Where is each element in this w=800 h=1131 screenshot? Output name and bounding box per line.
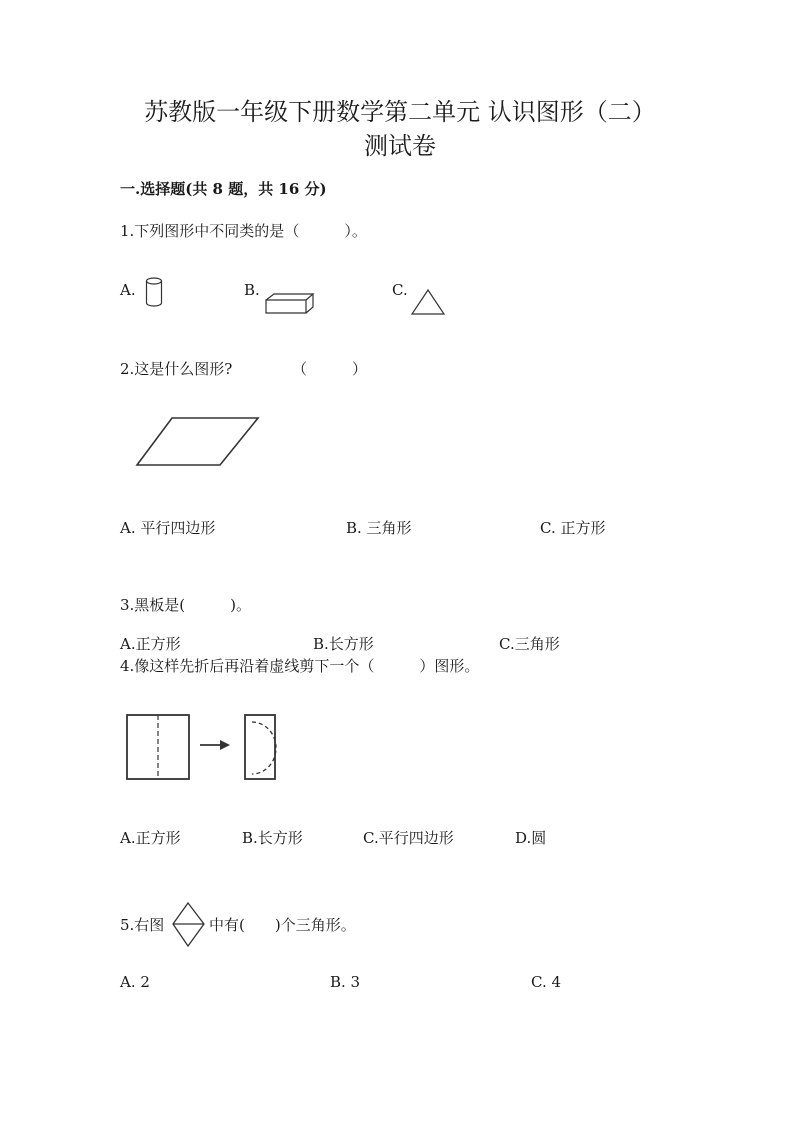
question-1-option-a[interactable]: A. bbox=[120, 281, 136, 299]
question-4-option-d[interactable]: D.圆 bbox=[515, 829, 547, 847]
page-title: 苏教版一年级下册数学第二单元 认识图形（二） bbox=[144, 98, 656, 126]
parallelogram-figure bbox=[134, 415, 264, 467]
question-3-option-b[interactable]: B.长方形 bbox=[313, 635, 374, 653]
question-2-option-a[interactable]: A. 平行四边形 bbox=[120, 519, 216, 537]
cuboid-figure bbox=[262, 292, 318, 316]
question-5-option-b[interactable]: B. 3 bbox=[330, 973, 361, 991]
question-4-text: 4.像这样先折后再沿着虚线剪下一个（ ）图形。 bbox=[120, 657, 480, 675]
question-4-option-a[interactable]: A.正方形 bbox=[120, 829, 181, 847]
triangle-figure bbox=[410, 288, 448, 316]
section-heading: 一.选择题(共 8 题，共 16 分) bbox=[120, 180, 327, 198]
question-1-text: 1.下列图形中不同类的是（ ）。 bbox=[120, 222, 367, 240]
question-5-option-c[interactable]: C. 4 bbox=[531, 973, 562, 991]
question-1-option-b[interactable]: B. bbox=[244, 281, 260, 299]
question-1-option-c[interactable]: C. bbox=[392, 281, 408, 299]
question-3-text: 3.黑板是( )。 bbox=[120, 596, 252, 614]
question-2-answer-blank: （ ） bbox=[292, 360, 368, 378]
question-4-option-c[interactable]: C.平行四边形 bbox=[363, 829, 454, 847]
rhombus-figure bbox=[171, 900, 207, 950]
page-subtitle: 测试卷 bbox=[364, 132, 436, 160]
question-3-option-a[interactable]: A.正方形 bbox=[120, 635, 181, 653]
cylinder-figure bbox=[144, 276, 166, 310]
question-2-option-c[interactable]: C. 正方形 bbox=[540, 519, 606, 537]
question-2-option-b[interactable]: B. 三角形 bbox=[346, 519, 412, 537]
question-5-option-a[interactable]: A. 2 bbox=[120, 973, 150, 991]
question-2-text: 2.这是什么图形? bbox=[120, 360, 233, 378]
question-5-text-after: 中有( )个三角形。 bbox=[209, 916, 356, 934]
question-3-option-c[interactable]: C.三角形 bbox=[499, 635, 560, 653]
question-5-text-before: 5.右图 bbox=[120, 916, 165, 934]
folded-paper-figure bbox=[124, 712, 284, 784]
question-4-option-b[interactable]: B.长方形 bbox=[242, 829, 303, 847]
